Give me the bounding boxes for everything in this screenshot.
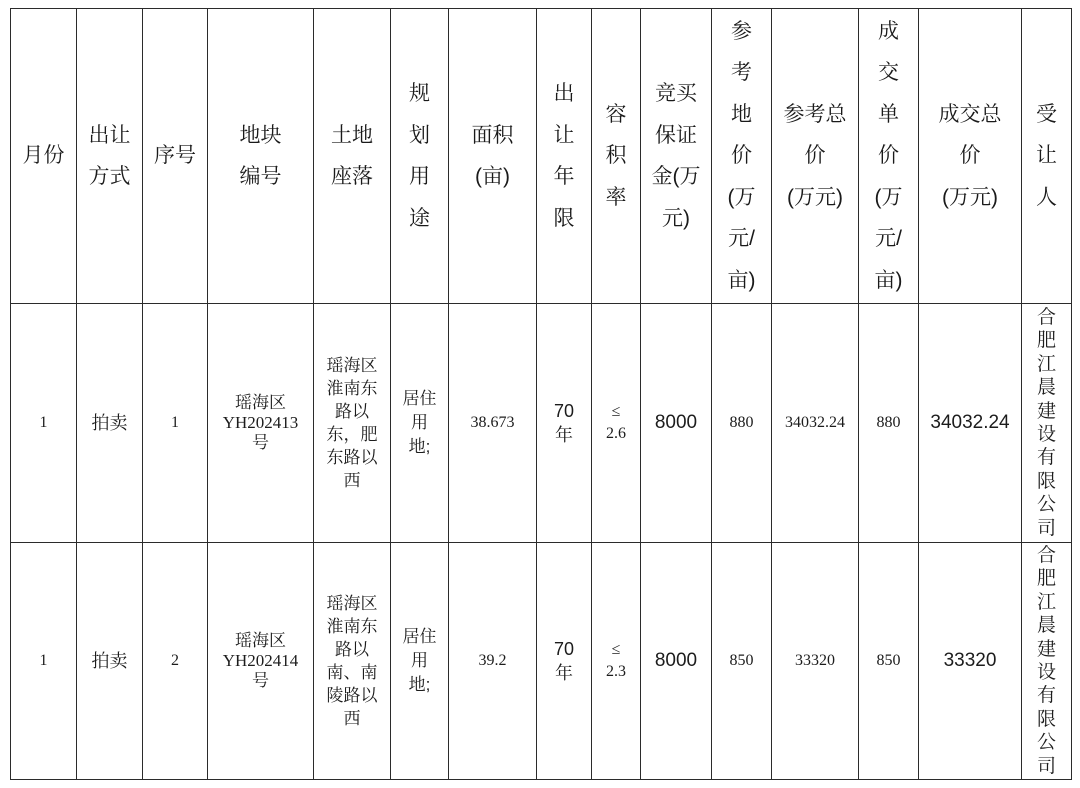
cell-reference-unit-price: 880 <box>712 304 772 543</box>
cell-serial-number: 2 <box>143 543 208 780</box>
table-row <box>11 304 1072 543</box>
cell-area: 39.2 <box>449 543 537 780</box>
cell-transaction-unit-price: 880 <box>859 304 919 543</box>
cell-bid-deposit: 8000 <box>641 543 712 780</box>
cell-land-location: 瑶海区 淮南东 路以 南、南 陵路以 西 <box>314 543 391 780</box>
cell-month: 1 <box>11 543 77 780</box>
header-transaction-unit-price: 成 交 单 价 (万 元/ 亩) <box>859 9 919 304</box>
cell-reference-total-price: 34032.24 <box>772 304 859 543</box>
cell-transfer-method: 拍卖 <box>77 543 143 780</box>
cell-plot-ratio: ≤ 2.3 <box>592 543 641 780</box>
header-transfer-method: 出让 方式 <box>77 9 143 304</box>
land-transaction-table <box>10 8 1072 780</box>
header-transferee: 受 让 人 <box>1022 9 1072 304</box>
header-transfer-term: 出 让 年 限 <box>537 9 592 304</box>
header-area: 面积 (亩) <box>449 9 537 304</box>
header-serial-number: 序号 <box>143 9 208 304</box>
cell-transfer-method: 拍卖 <box>77 304 143 543</box>
header-bid-deposit: 竞买 保证 金(万 元) <box>641 9 712 304</box>
cell-area: 38.673 <box>449 304 537 543</box>
cell-reference-unit-price: 850 <box>712 543 772 780</box>
cell-land-location: 瑶海区 淮南东 路以 东，肥 东路以 西 <box>314 304 391 543</box>
cell-transferee: 合 肥 江 晨 建 设 有 限 公 司 <box>1022 543 1072 780</box>
cell-reference-total-price: 33320 <box>772 543 859 780</box>
cell-bid-deposit: 8000 <box>641 304 712 543</box>
cell-serial-number: 1 <box>143 304 208 543</box>
cell-month: 1 <box>11 304 77 543</box>
cell-planned-use: 居住 用 地; <box>391 304 449 543</box>
cell-parcel-number: 瑶海区 YH202413 号 <box>208 304 314 543</box>
header-transaction-total-price: 成交总 价 (万元) <box>919 9 1022 304</box>
header-land-location: 土地 座落 <box>314 9 391 304</box>
cell-transaction-total-price: 33320 <box>919 543 1022 780</box>
header-planned-use: 规 划 用 途 <box>391 9 449 304</box>
cell-planned-use: 居住 用 地; <box>391 543 449 780</box>
header-reference-total-price: 参考总 价 (万元) <box>772 9 859 304</box>
cell-transaction-unit-price: 850 <box>859 543 919 780</box>
cell-parcel-number: 瑶海区 YH202414 号 <box>208 543 314 780</box>
cell-transaction-total-price: 34032.24 <box>919 304 1022 543</box>
cell-transfer-term: 70 年 <box>537 543 592 780</box>
table-row <box>11 543 1072 780</box>
cell-transferee: 合 肥 江 晨 建 设 有 限 公 司 <box>1022 304 1072 543</box>
cell-transfer-term: 70 年 <box>537 304 592 543</box>
header-month: 月份 <box>11 9 77 304</box>
cell-plot-ratio: ≤ 2.6 <box>592 304 641 543</box>
header-plot-ratio: 容 积 率 <box>592 9 641 304</box>
header-reference-unit-price: 参 考 地 价 (万 元/ 亩) <box>712 9 772 304</box>
table-header-row <box>11 9 1072 304</box>
header-parcel-number: 地块 编号 <box>208 9 314 304</box>
